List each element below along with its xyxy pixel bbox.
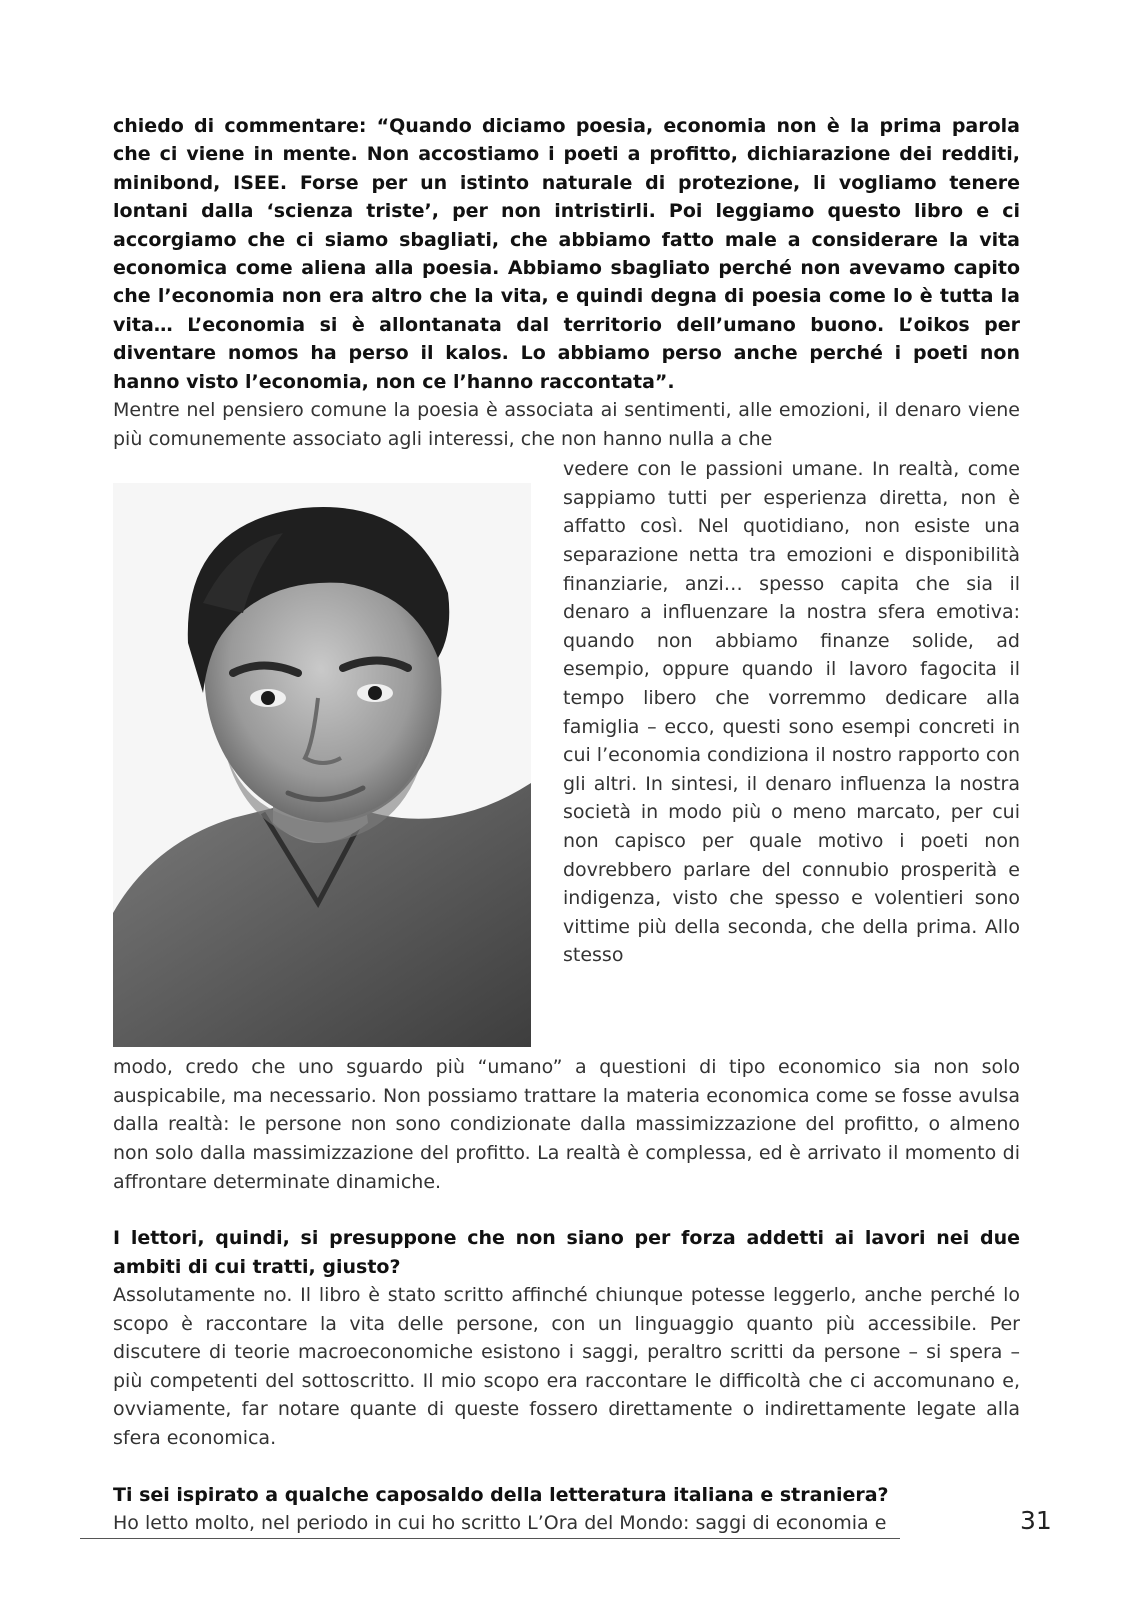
question-1: I lettori, quindi, si presuppone che non siano per forza addetti ai lavori nei due ambiti di cui tratti, giusto? (113, 1227, 1020, 1278)
answer-2: Ho letto molto, nel periodo in cui ho scritto L’Ora del Mondo: saggi di economia e (113, 1512, 887, 1534)
paragraph-top: Mentre nel pensiero comune la poesia è associata ai sentimenti, alle emozioni, il denaro viene più comunemente associato agli interessi, che non hanno nulla a che (113, 399, 1020, 450)
page-number: 31 (1020, 1506, 1052, 1535)
footer-rule (80, 1538, 900, 1539)
article-body (113, 112, 1020, 1538)
author-portrait-photo (113, 483, 531, 1047)
side-text-column (563, 455, 1020, 970)
paragraph-bottom: modo, credo che uno sguardo più “umano” a questioni di tipo economico sia non solo auspicabile, ma necessario. Non possiamo trattare la materia economica come se fosse avulsa dalla realtà: le persone non sono condizionate dalla massimizzazione del profitto, o almeno non solo dalla massimizzazione del profitto. La realtà è complessa, ed è arrivato il momento di affrontare determinate dinamiche. (113, 1056, 1020, 1193)
answer-1: Assolutamente no. Il libro è stato scritto affinché chiunque potesse leggerlo, anche perché lo scopo è raccontare la vita delle persone, con un linguaggio quanto più accessibile. Per discutere di teorie macroeconomiche esistono i saggi, peraltro scritti da persone – si spera – più competenti del sottoscritto. Il mio scopo era raccontare le difficoltà che ci accomunano e, ovviamente, far notare quante di queste fossero direttamente o indirettamente legate alla sfera economica. (113, 1284, 1020, 1449)
photo-text-row (113, 455, 1020, 1047)
intro-quote: chiedo di commentare: “Quando diciamo poesia, economia non è la prima parola che ci viene in mente. Non accostiamo i poeti a profitto, dichiarazione dei redditi, minibond, ISEE. Forse per un istinto naturale di protezione, li vogliamo tenere lontani dalla ‘scienza triste’, per non intristirli. Poi leggiamo questo libro e ci accorgiamo che ci siamo sbagliati, che abbiamo fatto male a considerare la vita economica come aliena alla poesia. Abbiamo sbagliato perché non avevamo capito che l’economia non era altro che la vita, e quindi degna di poesia come lo è tutta la vita… L’economia si è allontanata dal territorio dell’umano buono. L’oikos per diventare nomos ha perso il kalos. Lo abbiamo perso anche perché i poeti non hanno visto l’economia, non ce l’hanno raccontata”. (113, 115, 1020, 393)
paragraph-side: vedere con le passioni umane. In realtà, come sappiamo tutti per esperienza diretta, non è affatto così. Nel quotidiano, non esiste una separazione netta tra emozioni e disponibilità finanziarie, anzi… spesso capita che sia il denaro a influenzare la nostra sfera emotiva: quando non abbiamo finanze solide, ad esempio, oppure quando il lavoro fagocita il tempo libero che vorremmo dedicare alla famiglia – ecco, questi sono esempi concreti in cui l’economia condiziona il nostro rapporto con gli altri. In sintesi, il denaro influenza la nostra società in modo più o meno marcato, per cui non capisco per quale motivo i poeti non dovrebbero parlare del connubio prosperità e indigenza, visto che spesso e volentieri sono vittime più della seconda, che della prima. Allo stesso (563, 458, 1020, 967)
question-2: Ti sei ispirato a qualche caposaldo della letteratura italiana e straniera? (113, 1483, 889, 1506)
